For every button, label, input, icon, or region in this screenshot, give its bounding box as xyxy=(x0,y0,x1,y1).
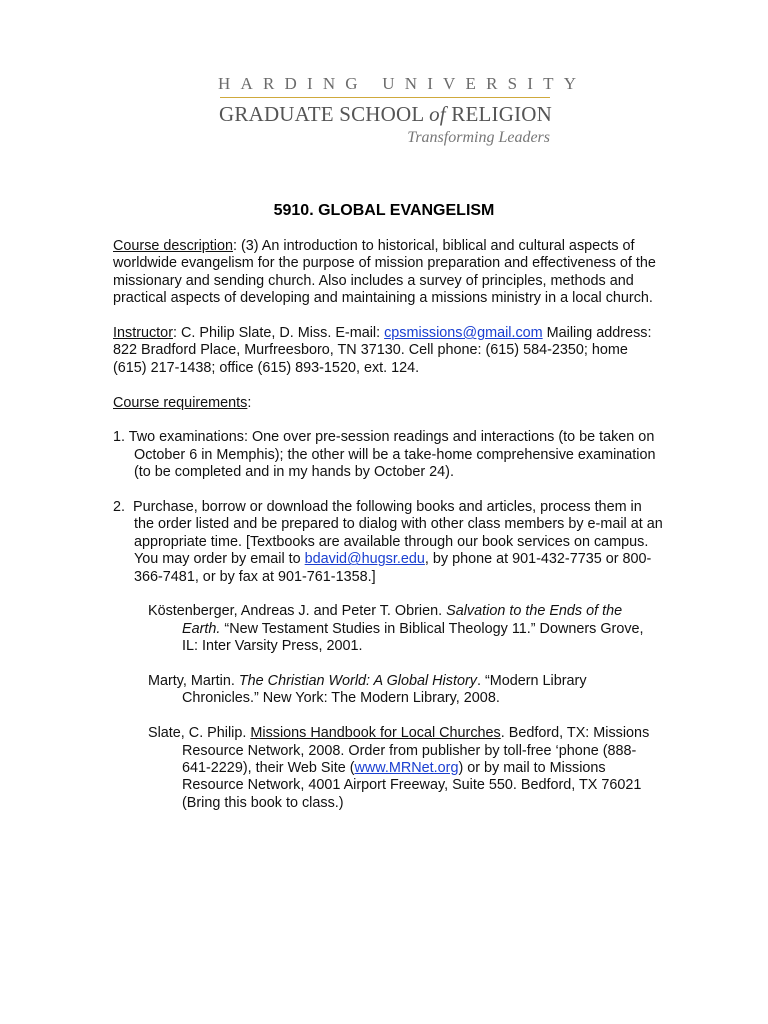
instructor-label: Instructor xyxy=(113,325,173,342)
reference-author: Marty, Martin. xyxy=(148,673,239,690)
course-description-text: : (3) An introduction to historical, biblical and cultural aspects of worldwide evangelism for the purpose of mission preparation and effectiveness of the missionary and sending church. Also includes a survey of principles, methods and practical aspects of developing and maintaining a missions ministry in a local church. xyxy=(113,238,656,307)
tagline: Transforming Leaders xyxy=(407,129,550,146)
reference-author: Köstenberger, Andreas J. and Peter T. Obrien. xyxy=(148,603,447,620)
requirement-number: 1. xyxy=(113,429,126,446)
requirement-item-2 xyxy=(113,499,663,586)
course-description-label: Course description xyxy=(113,238,233,254)
reference-author: Slate, C. Philip. xyxy=(148,725,251,742)
requirement-item-1 xyxy=(113,429,663,481)
reference-title: Missions Handbook for Local Churches xyxy=(250,725,501,742)
reference-kostenberger xyxy=(148,603,663,655)
reference-details-end: ) or by mail to Missions Resource Network, 4001 Airport Freeway, Suite 550. Bedford, TX 76021 (Bring this book to class.) xyxy=(182,760,642,811)
reference-title: Salvation to the Ends of the Earth. xyxy=(182,603,623,637)
course-description xyxy=(113,238,663,308)
school-name-of: of xyxy=(429,102,446,126)
school-name-suffix: RELIGION xyxy=(445,102,553,126)
reference-details: . “Modern Library Chronicles.” New York: The Modern Library, 2008. xyxy=(182,673,587,707)
school-name xyxy=(219,102,553,127)
reference-details: . Bedford, TX: Missions Resource Network, 2008. Order from publisher by toll-free ‘phone (888-641-2229), their Web Site ( xyxy=(182,725,650,777)
requirement-number: 2. xyxy=(113,499,126,516)
bookstore-email-link[interactable]: bdavid@hugsr.edu xyxy=(304,551,425,568)
reference-marty xyxy=(148,673,663,708)
requirement-text-end: , by phone at 901-432-7735 or 800-366-7481, or by fax at 901-761-1358.] xyxy=(134,551,652,585)
mrnet-website-link[interactable]: www.MRNet.org xyxy=(354,760,459,777)
letterhead-rule xyxy=(220,97,550,98)
instructor-text: : C. Philip Slate, D. Miss. E-mail: xyxy=(172,325,385,342)
document-body xyxy=(113,238,663,830)
document-title: 5910. GLOBAL EVANGELISM xyxy=(273,202,495,219)
reference-slate xyxy=(148,725,663,812)
instructor-email-link[interactable]: cpsmissions@gmail.com xyxy=(384,325,543,342)
requirement-text: Purchase, borrow or download the following books and articles, process them in the order listed and be prepared to dialog with other class members by e-mail at an appropriate time. [Textbooks are available through our book services on campus. You may order by email to xyxy=(133,499,663,568)
instructor-info xyxy=(113,325,663,377)
reference-details: “New Testament Studies in Biblical Theology 11.” Downers Grove, IL: Inter Varsity Press, 2001. xyxy=(182,620,644,655)
university-name: HARDING UNIVERSITY xyxy=(218,74,587,93)
requirements-suffix: : xyxy=(247,394,252,411)
reference-title: The Christian World: A Global History xyxy=(238,673,477,690)
requirements-label: Course requirements xyxy=(113,394,248,411)
instructor-address: Mailing address: 822 Bradford Place, Murfreesboro, TN 37130. Cell phone: (615) 584-2350; home (615) 217-1438; office (615) 893-1520, ext. 124. xyxy=(113,325,652,376)
requirement-text: Two examinations: One over pre-session readings and interactions (to be taken on October 6 in Memphis); the other will be a take-home comprehensive examination (to be completed and in my hands by October 24). xyxy=(128,429,656,481)
school-name-prefix: GRADUATE SCHOOL xyxy=(219,102,430,126)
requirements-heading xyxy=(113,395,663,412)
